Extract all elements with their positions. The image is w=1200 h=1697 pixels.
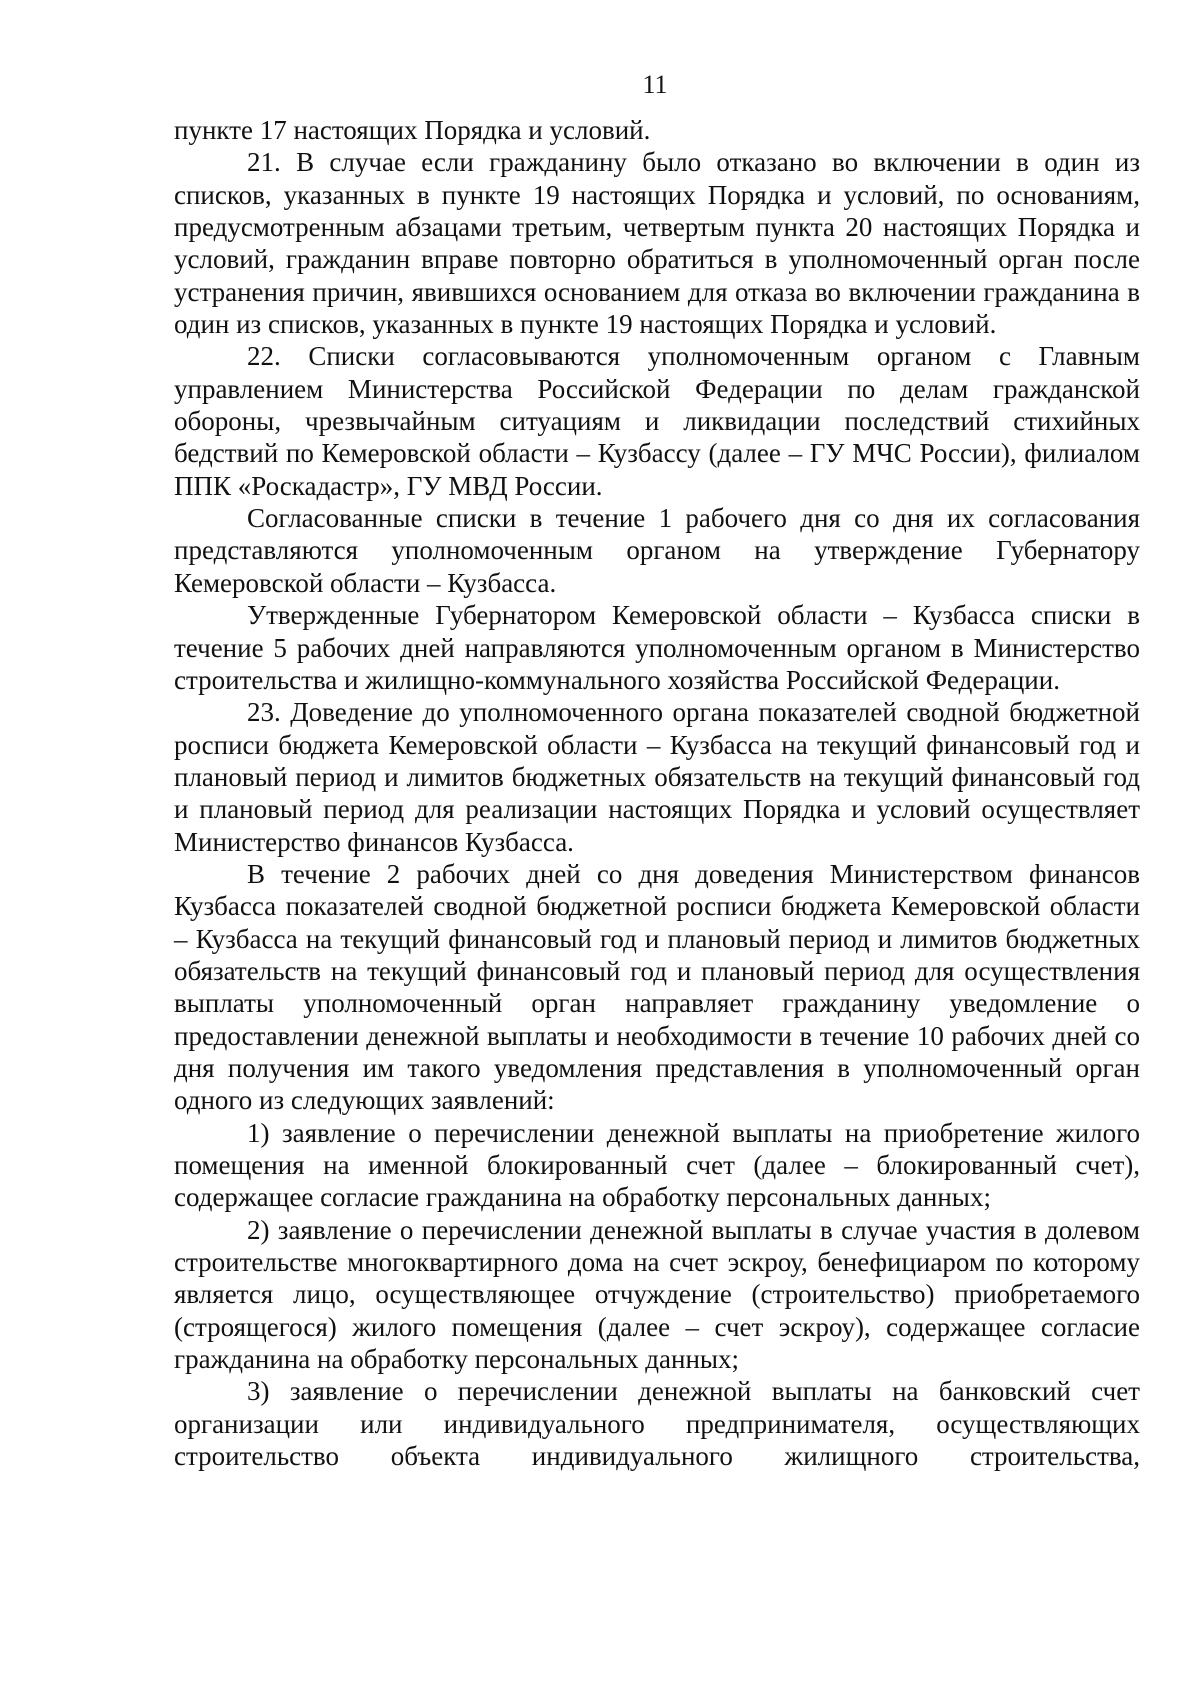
list-item-1: 1) заявление о перечислении денежной выплаты на приобретение жилого помещения на именной блокированный счет (далее – блокированный счет), содержащее согласие гражданина на обработку персональных данных;: [174, 1117, 1140, 1213]
list-item-2: 2) заявление о перечислении денежной выплаты в случае участия в долевом строительстве многоквартирного дома на счет эскроу, бенефициаром по которому является лицо, осуществляющее отчуждение (строительство) приобретаемого (строящегося) жилого помещения (далее – счет эскроу), содержащее согласие гражданина на обработку персональных данных;: [174, 1214, 1140, 1375]
page-number: 11: [642, 70, 668, 99]
paragraph-approved-lists: Утвержденные Губернатором Кемеровской области – Кузбасса списки в течение 5 рабочих дней направляются уполномоченным органом в Министерство строительства и жилищно-коммунального хозяйства Российской Федерации.: [174, 600, 1140, 695]
paragraph-notification: В течение 2 рабочих дней со дня доведения Министерством финансов Кузбасса показателей сводной бюджетной росписи бюджета Кемеровской области – Кузбасса на текущий финансовый год и плановый период и лимитов бюджетных обязательств на текущий финансовый год и плановый период для осуществления выплаты уполномоченный орган направляет гражданину уведомление о предоставлении денежной выплаты и необходимости в течение 10 рабочих дней со дня получения им такого уведомления представления в уполномоченный орган одного из следующих заявлений:: [174, 858, 1140, 1116]
paragraph-item-23: 23. Доведение до уполномоченного органа показателей сводной бюджетной росписи бюджета Кемеровской области – Кузбасса на текущий финансовый год и плановый период и лимитов бюджетных обязательств на текущий финансовый год и плановый период для реализации настоящих Порядка и условий осуществляет Министерство финансов Кузбасса.: [174, 697, 1140, 857]
list-item-3: 3) заявление о перечислении денежной выплаты на банковский счет организации или индивидуального предпринимателя, осуществляющих строительство объекта индивидуального жилищного строительства,: [174, 1376, 1140, 1472]
document-body: [174, 114, 1140, 1472]
paragraph-agreed-lists: Согласованные списки в течение 1 рабочего дня со дня их согласования представляются уполномоченным органом на утверждение Губернатору Кемеровской области – Кузбасса.: [174, 503, 1140, 598]
paragraph-item-21: 21. В случае если гражданину было отказано во включении в один из списков, указанных в пункте 19 настоящих Порядка и условий, по основаниям, предусмотренным абзацами третьим, четвертым пункта 20 настоящих Порядка и условий, гражданин вправе повторно обратиться в уполномоченный орган после устранения причин, явившихся основанием для отказа во включении гражданина в один из списков, указанных в пункте 19 настоящих Порядка и условий.: [174, 147, 1140, 340]
paragraph-continuation: пункте 17 настоящих Порядка и условий.: [174, 115, 651, 145]
paragraph-item-22: 22. Списки согласовываются уполномоченным органом с Главным управлением Министерства Российской Федерации по делам гражданской обороны, чрезвычайным ситуациям и ликвидации последствий стихийных бедствий по Кемеровской области – Кузбассу (далее – ГУ МЧС России), филиалом ППК «Роскадастр», ГУ МВД России.: [174, 341, 1140, 501]
